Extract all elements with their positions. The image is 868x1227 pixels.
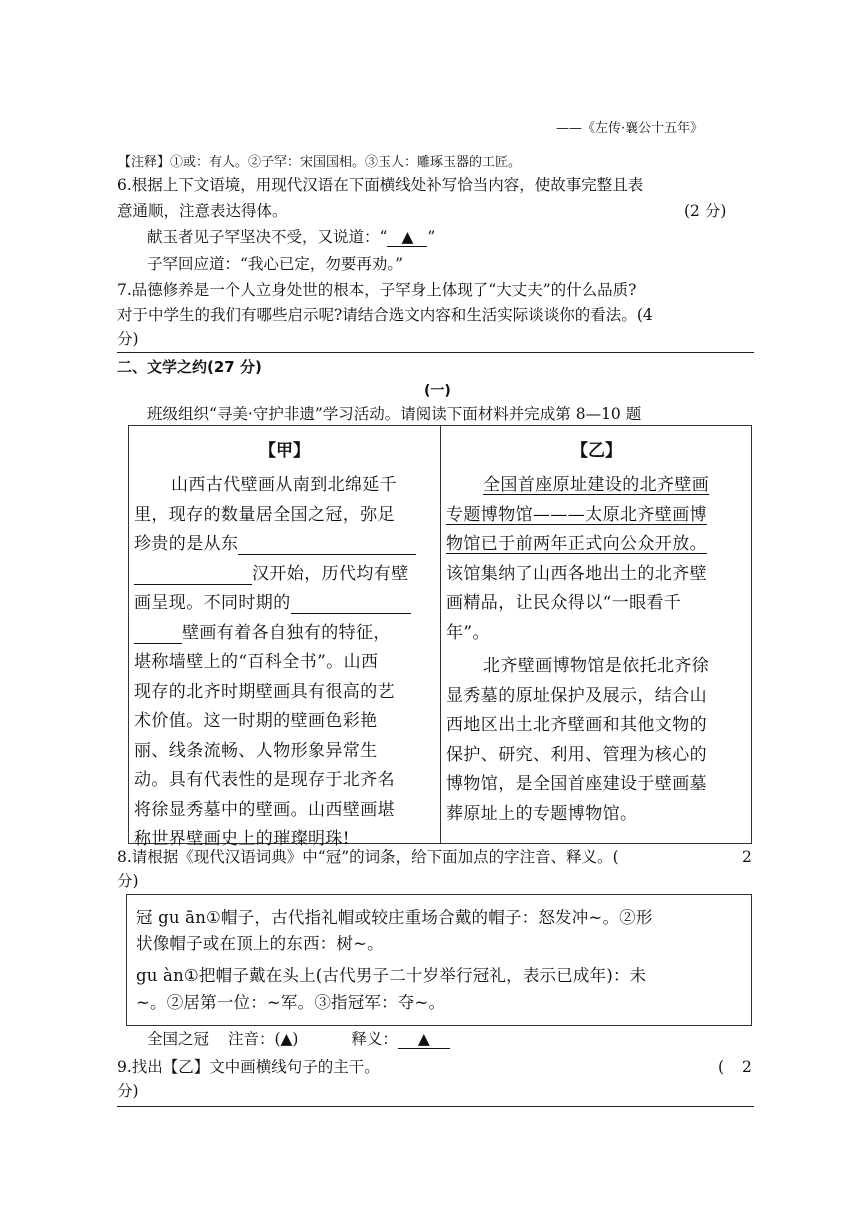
q6-answer-blank[interactable]: ▲ [387,228,427,247]
section-subtitle: (一) [424,383,451,399]
q8-meaning-label: 释义： [351,1030,398,1048]
jia-text: 汉开始，历代均有壁 [252,563,409,584]
q9-score-left: ( [718,1058,725,1076]
q8-answer-row [147,1028,450,1050]
yi-line: 葬原址上的专题博物馆。 [446,803,638,824]
q9-line1: 9.找出【乙】文中画横线句子的主干。 [117,1058,380,1076]
yi-line: 保护、研究、利用、管理为核心的 [446,744,707,765]
q8-line1: 8.请根据《现代汉语词典》中“冠”的词条，给下面加点的字注音、释义。( [117,848,619,866]
jia-fill-blank[interactable] [238,534,416,555]
divider [117,1106,754,1107]
q6-score: (2 分) [684,202,727,220]
jia-line: 山西古代壁画从南到北绵延千 [171,475,398,495]
jia-text: 珍贵的是从东 [134,534,239,554]
jia-fill-blank[interactable] [291,593,411,614]
q9-line2: 分) [117,1082,139,1100]
yi-line: 该馆集纳了山西各地出土的北齐壁 [446,563,707,584]
dictionary-entry-box [126,894,752,1026]
jia-fill-blank[interactable] [134,564,252,585]
jia-line: 里，现存的数量居全国之冠，弥足 [134,504,395,525]
jia-line: 现存的北齐时期壁画具有很高的艺 [134,681,395,702]
q6-line2: 意通顺，注意表达得体。 [117,202,288,220]
jia-text: 画呈现。不同时期的 [134,593,291,613]
q8-line2: 分) [117,872,139,890]
jia-line [134,589,435,619]
yi-line: 显秀墓的原址保护及展示，结合山 [446,685,707,706]
q7-line3: 分) [117,330,139,348]
q8-answer-word: 全国之冠 [147,1030,210,1048]
q6-line1: 6.根据上下文语境，用现代汉语在下面横线处补写恰当内容，使故事完整且表 [117,176,644,194]
yi-line: 北齐壁画博物馆是依托北齐徐 [483,656,710,676]
yi-body [446,471,747,829]
section-title: 二、文学之约(27 分) [117,358,262,376]
jia-body [134,471,435,855]
dict-line: gu àn①把帽子戴在头上(古代男子二十岁举行冠礼，表示已成年)：未 [136,966,647,985]
q8-meaning-blank[interactable]: ▲ [398,1030,450,1049]
dict-line: 状像帽子或在顶上的东西：树~。 [136,934,384,953]
annotation-note: 【注释】①或：有人。②子罕：宋国国相。③玉人：雕琢玉器的工匠。 [118,155,522,170]
jia-text: 壁画有着各自独有的特征， [182,622,391,643]
material-table [128,425,752,849]
q6-dialog1-prefix: 献玉者见子罕坚决不受，又说道：“ [147,228,388,246]
yi-line: 画精品，让民众得以“一眼看千 [446,593,682,613]
material-yi [441,426,752,843]
jia-line [134,530,435,560]
section-intro: 班级组织“寻美·守护非遗”学习活动。请阅读下面材料并完成第 8—10 题 [147,405,642,423]
dict-line: 冠 gu ān①帽子，古代指礼帽或较庄重场合戴的帽子：怒发冲~。②形 [136,908,653,927]
jia-line: 术价值。这一时期的壁画色彩艳 [134,711,378,731]
yi-line: 年”。 [446,622,490,643]
q6-dialog1 [147,226,435,248]
divider [117,352,754,353]
jia-line: 丽、线条流畅、人物形象异常生 [134,740,378,761]
jia-line: 将徐显秀墓中的壁画。山西壁画堪 [134,799,395,820]
dict-line: ~。②居第一位：~军。③指冠军：夺~。 [136,993,446,1012]
jia-header: 【甲】 [259,441,310,461]
q8-score: 2 [742,848,752,866]
q6-dialog2: 子罕回应道：“我心已定，勿要再劝。” [147,255,404,273]
yi-line: 博物馆，是全国首座建设于壁画墓 [446,774,707,794]
q6-dialog1-suffix: ” [427,228,436,246]
yi-header: 【乙】 [571,441,622,461]
yi-underlined-line: 专题博物馆———太原北齐壁画博 [446,504,707,525]
source-citation: ——《左传·襄公十五年》 [556,121,704,136]
jia-line: 称世界壁画史上的璀璨明珠! [134,829,351,849]
jia-line: 堪称墙壁上的“百科全书”。山西 [134,652,379,672]
yi-underlined-line: 全国首座原址建设的北齐壁画 [483,475,710,495]
jia-line [134,560,435,590]
jia-line: 动。具有代表性的是现存于北齐名 [134,770,395,790]
q9-score-right: 2 [742,1058,752,1076]
q7-line2: 对于中学生的我们有哪些启示呢?请结合选文内容和生活实际谈谈你的看法。(4 [117,306,653,324]
material-jia [129,426,440,849]
jia-line [134,619,435,649]
q7-line1: 7.品德修养是一个人立身处世的根本，子罕身上体现了“大丈夫”的什么品质? [117,281,637,299]
jia-fill-blank[interactable] [134,623,182,644]
q8-pinyin-blank[interactable]: 注音：(▲) [227,1030,299,1048]
yi-underlined-line: 物馆已于前两年正式向公众开放。 [446,534,707,554]
yi-line: 西地区出土北齐壁画和其他文物的 [446,715,707,735]
